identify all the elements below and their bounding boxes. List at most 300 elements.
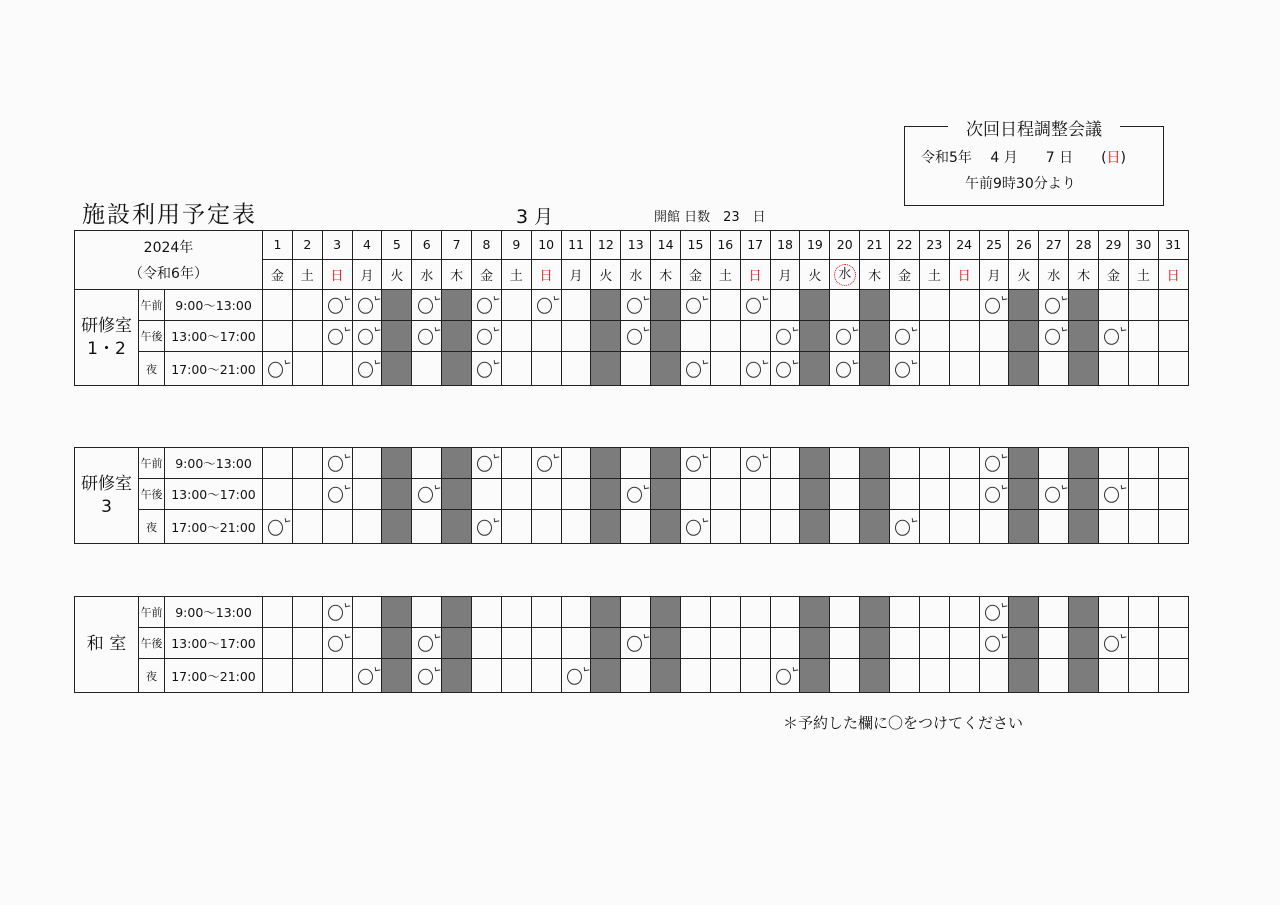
day-number-cell xyxy=(501,231,531,260)
reservation-cell[interactable] xyxy=(740,448,770,479)
closed-cell xyxy=(800,321,830,352)
reservation-cell[interactable] xyxy=(263,597,293,628)
day-number-cell xyxy=(263,231,293,260)
reservation-cell[interactable] xyxy=(710,597,740,628)
reservation-cell[interactable] xyxy=(472,448,502,479)
closed-cell xyxy=(382,510,412,544)
reservation-cell[interactable] xyxy=(292,597,322,628)
day-number: 11 xyxy=(568,237,584,252)
reserved-circle-mark xyxy=(895,329,910,345)
closed-cell xyxy=(1069,290,1099,321)
reservation-cell[interactable] xyxy=(949,659,979,693)
day-number: 21 xyxy=(866,237,883,252)
weekday-cell xyxy=(442,260,472,290)
reservation-cell[interactable] xyxy=(531,352,561,386)
reservation-cell[interactable] xyxy=(830,628,860,659)
reservation-cell[interactable] xyxy=(1128,448,1158,479)
reservation-cell[interactable] xyxy=(472,597,502,628)
reserved-circle-mark xyxy=(418,487,433,503)
reservation-cell[interactable] xyxy=(681,321,711,352)
reservation-cell[interactable] xyxy=(1158,352,1188,386)
day-number: 26 xyxy=(1015,237,1032,252)
reservation-cell[interactable] xyxy=(412,659,442,693)
reservation-cell[interactable] xyxy=(561,628,591,659)
reservation-cell[interactable] xyxy=(890,321,920,352)
reservation-cell[interactable] xyxy=(681,448,711,479)
reservation-cell[interactable] xyxy=(979,628,1009,659)
reservation-cell[interactable] xyxy=(412,479,442,510)
reservation-cell[interactable] xyxy=(1128,479,1158,510)
reservation-cell[interactable] xyxy=(292,479,322,510)
day-number-cell xyxy=(382,231,412,260)
weekday-cell xyxy=(472,260,502,290)
weekday-label: 月 xyxy=(569,269,583,284)
reserved-circle-mark xyxy=(836,329,851,345)
reservation-cell[interactable] xyxy=(412,352,442,386)
reservation-cell[interactable] xyxy=(740,659,770,693)
reservation-cell[interactable] xyxy=(830,510,860,544)
reservation-cell[interactable] xyxy=(890,628,920,659)
reservation-cell[interactable] xyxy=(1039,321,1069,352)
reservation-cell[interactable] xyxy=(412,510,442,544)
day-number-cell xyxy=(740,231,770,260)
reservation-cell[interactable] xyxy=(979,352,1009,386)
reservation-cell[interactable] xyxy=(1039,290,1069,321)
reserved-circle-mark xyxy=(328,487,343,503)
reservation-cell[interactable] xyxy=(531,510,561,544)
reservation-cell[interactable] xyxy=(740,479,770,510)
reservation-cell[interactable] xyxy=(1039,448,1069,479)
reservation-cell[interactable] xyxy=(979,321,1009,352)
reservation-cell[interactable] xyxy=(1039,510,1069,544)
reservation-cell[interactable] xyxy=(919,321,949,352)
reservation-cell[interactable] xyxy=(740,628,770,659)
reservation-cell[interactable] xyxy=(949,352,979,386)
day-number-cell xyxy=(1009,231,1039,260)
reservation-cell[interactable] xyxy=(979,290,1009,321)
reservation-cell[interactable] xyxy=(770,321,800,352)
closed-cell xyxy=(1069,321,1099,352)
reservation-cell[interactable] xyxy=(531,321,561,352)
reservation-cell[interactable] xyxy=(770,510,800,544)
shift-name-cell xyxy=(139,659,165,693)
reservation-cell[interactable] xyxy=(740,352,770,386)
reserved-circle-mark xyxy=(895,519,910,535)
reservation-cell[interactable] xyxy=(501,352,531,386)
reservation-cell[interactable] xyxy=(561,290,591,321)
reservation-cell[interactable] xyxy=(501,628,531,659)
shift-name-cell xyxy=(139,479,165,510)
reservation-cell[interactable] xyxy=(979,479,1009,510)
reservation-cell[interactable] xyxy=(770,290,800,321)
shift-name: 夜 xyxy=(146,520,157,534)
reservation-cell[interactable] xyxy=(1099,597,1129,628)
day-number-cell xyxy=(800,231,830,260)
weekday-cell xyxy=(830,260,860,290)
reservation-cell[interactable] xyxy=(830,352,860,386)
reservation-cell[interactable] xyxy=(412,597,442,628)
reservation-cell[interactable] xyxy=(681,628,711,659)
closed-cell xyxy=(382,290,412,321)
reservation-cell[interactable] xyxy=(322,659,352,693)
reservation-cell[interactable] xyxy=(531,290,561,321)
reservation-cell[interactable] xyxy=(1099,352,1129,386)
reservation-cell[interactable] xyxy=(561,448,591,479)
reservation-cell[interactable] xyxy=(681,597,711,628)
reservation-cell[interactable] xyxy=(561,479,591,510)
reservation-cell[interactable] xyxy=(710,352,740,386)
reservation-cell[interactable] xyxy=(770,352,800,386)
reservation-cell[interactable] xyxy=(472,290,502,321)
closed-cell xyxy=(1069,510,1099,544)
reservation-cell[interactable] xyxy=(919,628,949,659)
reservation-cell[interactable] xyxy=(1158,510,1188,544)
reservation-cell[interactable] xyxy=(710,321,740,352)
reservation-cell[interactable] xyxy=(263,479,293,510)
reservation-cell[interactable] xyxy=(1128,510,1158,544)
reservation-cell[interactable] xyxy=(890,290,920,321)
shift-name: 午後 xyxy=(140,330,163,343)
reservation-cell[interactable] xyxy=(919,597,949,628)
reservation-cell[interactable] xyxy=(621,510,651,544)
notice-time: 午前9時30分より xyxy=(965,176,1076,192)
reservation-cell[interactable] xyxy=(322,628,352,659)
reservation-cell[interactable] xyxy=(292,352,322,386)
reservation-cell[interactable] xyxy=(770,479,800,510)
reservation-cell[interactable] xyxy=(949,597,979,628)
reservation-cell[interactable] xyxy=(472,352,502,386)
reservation-cell[interactable] xyxy=(890,597,920,628)
weekday-cell xyxy=(860,260,890,290)
reservation-cell[interactable] xyxy=(322,510,352,544)
reservation-cell[interactable] xyxy=(830,448,860,479)
reservation-cell[interactable] xyxy=(1099,479,1129,510)
day-number: 8 xyxy=(482,237,491,252)
reservation-cell[interactable] xyxy=(919,479,949,510)
reservation-cell[interactable] xyxy=(501,659,531,693)
day-number-cell xyxy=(1069,231,1099,260)
weekday-label: 水 xyxy=(1047,269,1061,284)
reservation-cell[interactable] xyxy=(949,628,979,659)
reservation-cell[interactable] xyxy=(621,628,651,659)
reservation-cell[interactable] xyxy=(621,352,651,386)
reservation-cell[interactable] xyxy=(292,659,322,693)
reservation-cell[interactable] xyxy=(1128,628,1158,659)
reserved-circle-mark xyxy=(776,329,791,345)
reservation-cell[interactable] xyxy=(949,321,979,352)
reserved-circle-mark xyxy=(418,298,433,314)
reservation-cell[interactable] xyxy=(292,628,322,659)
reservation-cell[interactable] xyxy=(561,597,591,628)
reservation-cell[interactable] xyxy=(352,597,382,628)
reservation-cell[interactable] xyxy=(472,628,502,659)
reservation-cell[interactable] xyxy=(740,510,770,544)
reservation-cell[interactable] xyxy=(830,290,860,321)
closed-cell xyxy=(860,448,890,479)
weekday-label: 金 xyxy=(270,269,284,284)
day-number-cell xyxy=(830,231,860,260)
next-meeting-notice xyxy=(904,120,1164,206)
reservation-cell[interactable] xyxy=(681,510,711,544)
reservation-cell[interactable] xyxy=(501,510,531,544)
reservation-cell[interactable] xyxy=(830,479,860,510)
reservation-cell[interactable] xyxy=(1099,659,1129,693)
reservation-cell[interactable] xyxy=(292,510,322,544)
reservation-cell[interactable] xyxy=(501,597,531,628)
reserved-circle-mark xyxy=(537,456,552,472)
reservation-cell[interactable] xyxy=(263,448,293,479)
shift-time-cell xyxy=(165,290,263,321)
reservation-cell[interactable] xyxy=(1128,659,1158,693)
reserved-circle-mark xyxy=(1104,487,1119,503)
reservation-cell[interactable] xyxy=(1158,321,1188,352)
reservation-cell[interactable] xyxy=(681,479,711,510)
reservation-cell[interactable] xyxy=(531,628,561,659)
reservation-cell[interactable] xyxy=(561,352,591,386)
closed-cell xyxy=(1069,479,1099,510)
reservation-cell[interactable] xyxy=(322,321,352,352)
closed-cell xyxy=(800,290,830,321)
reservation-cell[interactable] xyxy=(472,510,502,544)
reservation-cell[interactable] xyxy=(1128,321,1158,352)
shift-time: 9:00～13:00 xyxy=(175,456,252,471)
reservation-cell[interactable] xyxy=(1039,352,1069,386)
reserved-circle-mark xyxy=(985,487,1000,503)
reservation-cell[interactable] xyxy=(412,290,442,321)
reservation-cell[interactable] xyxy=(561,659,591,693)
open-days-label: 開館 日数 23 日 xyxy=(654,210,766,225)
reservation-cell[interactable] xyxy=(830,659,860,693)
reservation-cell[interactable] xyxy=(740,321,770,352)
day-number-cell xyxy=(292,231,322,260)
room-name-cell xyxy=(75,290,139,386)
room-name: 研修室 xyxy=(81,473,132,494)
reservation-cell[interactable] xyxy=(770,628,800,659)
reservation-cell[interactable] xyxy=(890,448,920,479)
weekday-cell xyxy=(1039,260,1069,290)
reservation-cell[interactable] xyxy=(681,659,711,693)
reservation-cell[interactable] xyxy=(263,510,293,544)
reservation-cell[interactable] xyxy=(621,448,651,479)
reservation-cell[interactable] xyxy=(890,510,920,544)
reservation-cell[interactable] xyxy=(263,352,293,386)
closed-cell xyxy=(651,352,681,386)
reservation-cell[interactable] xyxy=(919,290,949,321)
reservation-cell[interactable] xyxy=(979,597,1009,628)
reservation-cell[interactable] xyxy=(352,479,382,510)
reservation-cell[interactable] xyxy=(1158,597,1188,628)
closed-cell xyxy=(860,290,890,321)
day-number-cell xyxy=(979,231,1009,260)
day-number-row xyxy=(75,231,1189,260)
reservation-cell[interactable] xyxy=(979,510,1009,544)
closed-cell xyxy=(860,628,890,659)
reservation-cell[interactable] xyxy=(322,290,352,321)
reservation-cell[interactable] xyxy=(890,352,920,386)
reservation-cell[interactable] xyxy=(1099,628,1129,659)
reservation-cell[interactable] xyxy=(740,597,770,628)
reservation-cell[interactable] xyxy=(710,479,740,510)
reservation-cell[interactable] xyxy=(352,352,382,386)
closed-cell xyxy=(651,290,681,321)
reservation-cell[interactable] xyxy=(949,448,979,479)
closed-cell xyxy=(800,448,830,479)
reservation-cell[interactable] xyxy=(352,321,382,352)
reservation-cell[interactable] xyxy=(710,510,740,544)
reservation-cell[interactable] xyxy=(770,659,800,693)
reservation-cell[interactable] xyxy=(1039,479,1069,510)
closed-cell xyxy=(591,321,621,352)
day-number: 24 xyxy=(956,237,973,252)
reservation-cell[interactable] xyxy=(890,659,920,693)
reserved-circle-mark xyxy=(1104,636,1119,652)
shift-time: 17:00～21:00 xyxy=(171,519,256,535)
reservation-cell[interactable] xyxy=(531,659,561,693)
reserved-circle-mark xyxy=(985,605,1000,621)
closed-cell xyxy=(651,321,681,352)
reservation-cell[interactable] xyxy=(412,628,442,659)
day-number-cell xyxy=(919,231,949,260)
reservation-cell[interactable] xyxy=(1099,321,1129,352)
reservation-cell[interactable] xyxy=(472,321,502,352)
reserved-circle-mark xyxy=(985,456,1000,472)
reservation-cell[interactable] xyxy=(1128,290,1158,321)
reservation-cell[interactable] xyxy=(979,448,1009,479)
closed-cell xyxy=(860,659,890,693)
weekday-label: 日 xyxy=(748,269,762,284)
reservation-cell[interactable] xyxy=(292,290,322,321)
day-number: 7 xyxy=(452,237,461,252)
closed-cell xyxy=(1009,479,1039,510)
shift-time-cell xyxy=(165,352,263,386)
reservation-cell[interactable] xyxy=(830,321,860,352)
weekday-label: 土 xyxy=(718,269,732,284)
closed-cell xyxy=(591,628,621,659)
reservation-cell[interactable] xyxy=(919,448,949,479)
reservation-cell[interactable] xyxy=(263,290,293,321)
reservation-cell[interactable] xyxy=(501,479,531,510)
reservation-cell[interactable] xyxy=(561,321,591,352)
closed-cell xyxy=(1069,628,1099,659)
closed-cell xyxy=(860,510,890,544)
day-number-cell xyxy=(651,231,681,260)
reservation-cell[interactable] xyxy=(352,659,382,693)
reservation-cell[interactable] xyxy=(949,479,979,510)
reservation-cell[interactable] xyxy=(710,659,740,693)
reservation-cell[interactable] xyxy=(740,290,770,321)
closed-cell xyxy=(382,628,412,659)
reservation-cell[interactable] xyxy=(322,597,352,628)
reservation-cell[interactable] xyxy=(322,448,352,479)
reservation-cell[interactable] xyxy=(710,448,740,479)
weekday-label: 金 xyxy=(897,269,911,284)
reservation-cell[interactable] xyxy=(919,510,949,544)
closed-cell xyxy=(860,321,890,352)
reservation-cell[interactable] xyxy=(292,448,322,479)
reservation-cell[interactable] xyxy=(1039,628,1069,659)
reservation-cell[interactable] xyxy=(1099,448,1129,479)
closed-cell xyxy=(442,448,472,479)
reservation-cell[interactable] xyxy=(1158,290,1188,321)
weekday-label: 金 xyxy=(688,269,702,284)
reservation-cell[interactable] xyxy=(681,290,711,321)
year-cell xyxy=(75,231,263,290)
weekday-label: 月 xyxy=(987,269,1001,284)
reservation-cell[interactable] xyxy=(949,290,979,321)
reservation-cell[interactable] xyxy=(322,352,352,386)
reservation-cell[interactable] xyxy=(621,321,651,352)
reservation-cell[interactable] xyxy=(501,321,531,352)
reservation-cell[interactable] xyxy=(352,448,382,479)
reservation-cell[interactable] xyxy=(531,448,561,479)
weekday-label: 日 xyxy=(1166,269,1180,284)
reservation-cell[interactable] xyxy=(830,597,860,628)
reservation-cell[interactable] xyxy=(1099,290,1129,321)
weekday-cell xyxy=(621,260,651,290)
reservation-cell[interactable] xyxy=(472,659,502,693)
weekday-cell xyxy=(501,260,531,290)
reservation-cell[interactable] xyxy=(1158,628,1188,659)
reservation-cell[interactable] xyxy=(621,290,651,321)
reservation-cell[interactable] xyxy=(501,448,531,479)
reservation-cell[interactable] xyxy=(621,479,651,510)
reservation-cell[interactable] xyxy=(501,290,531,321)
reservation-cell[interactable] xyxy=(770,448,800,479)
reservation-cell[interactable] xyxy=(919,352,949,386)
reservation-cell[interactable] xyxy=(1158,479,1188,510)
reservation-cell[interactable] xyxy=(1128,597,1158,628)
day-number: 9 xyxy=(512,237,521,252)
reservation-cell[interactable] xyxy=(263,659,293,693)
reservation-cell[interactable] xyxy=(949,510,979,544)
reservation-cell[interactable] xyxy=(1039,659,1069,693)
reservation-cell[interactable] xyxy=(263,628,293,659)
reservation-cell[interactable] xyxy=(352,510,382,544)
reservation-cell[interactable] xyxy=(1099,510,1129,544)
reservation-cell[interactable] xyxy=(263,321,293,352)
reservation-cell[interactable] xyxy=(770,597,800,628)
reservation-cell[interactable] xyxy=(531,597,561,628)
reservation-cell[interactable] xyxy=(352,290,382,321)
reservation-cell[interactable] xyxy=(1158,448,1188,479)
reservation-cell[interactable] xyxy=(710,290,740,321)
reservation-cell[interactable] xyxy=(979,659,1009,693)
reservation-cell[interactable] xyxy=(681,352,711,386)
closed-cell xyxy=(442,321,472,352)
document-title: 施設利用予定表 xyxy=(82,202,257,228)
reservation-cell[interactable] xyxy=(322,479,352,510)
day-number-cell xyxy=(621,231,651,260)
reservation-cell[interactable] xyxy=(531,479,561,510)
reservation-cell[interactable] xyxy=(292,321,322,352)
reservation-cell[interactable] xyxy=(472,479,502,510)
reservation-cell[interactable] xyxy=(352,628,382,659)
reserved-circle-mark xyxy=(328,605,343,621)
reservation-cell[interactable] xyxy=(621,597,651,628)
reservation-cell[interactable] xyxy=(621,659,651,693)
reservation-cell[interactable] xyxy=(561,510,591,544)
reservation-cell[interactable] xyxy=(710,628,740,659)
reservation-cell[interactable] xyxy=(412,321,442,352)
shift-name-cell xyxy=(139,628,165,659)
reservation-cell[interactable] xyxy=(1128,352,1158,386)
reservation-cell[interactable] xyxy=(890,479,920,510)
reservation-cell[interactable] xyxy=(919,659,949,693)
reservation-cell[interactable] xyxy=(412,448,442,479)
reservation-cell[interactable] xyxy=(1039,597,1069,628)
reservation-cell[interactable] xyxy=(1158,659,1188,693)
reserved-circle-mark xyxy=(686,456,701,472)
